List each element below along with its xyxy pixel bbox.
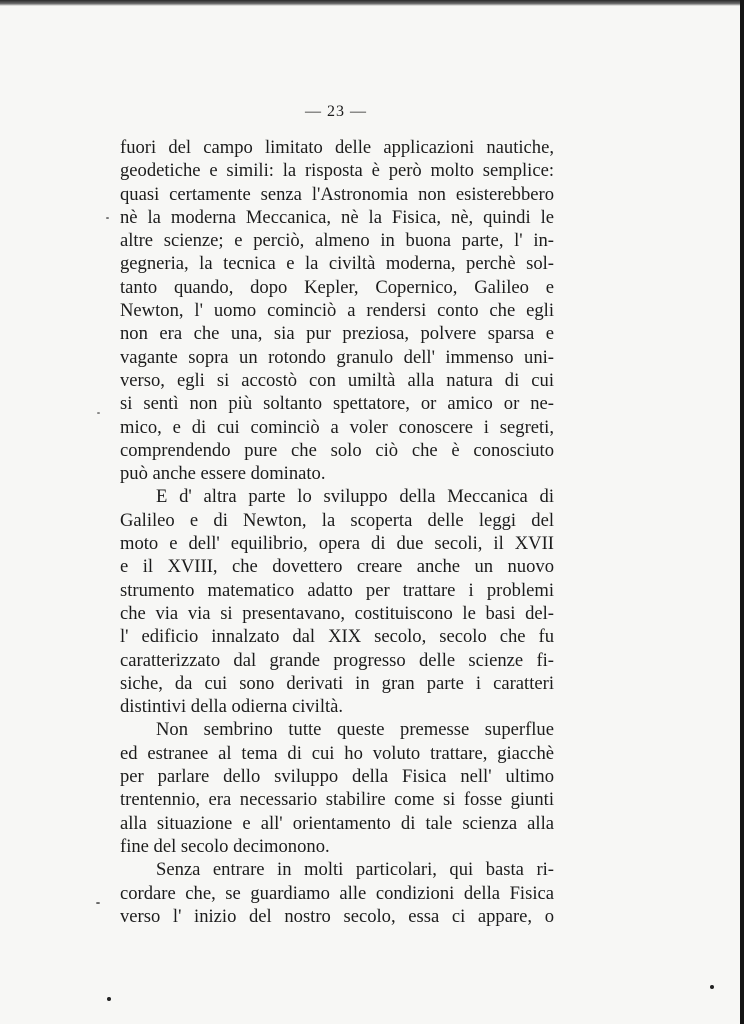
scan-right-edge xyxy=(740,0,744,1024)
text-line: nè la moderna Meccanica, nè la Fisica, nè, quindi le xyxy=(120,206,554,228)
text-line: strumento matematico adatto per trattare i problemi xyxy=(120,579,554,601)
scan-speck xyxy=(106,217,109,219)
body-text xyxy=(120,136,554,928)
text-line: ed estranee al tema di cui ho voluto trattare, giacchè xyxy=(120,742,554,764)
paragraph-end-line: può anche essere dominato. xyxy=(120,463,326,485)
text-line: gegneria, la tecnica e la civiltà moderna, perchè sol- xyxy=(120,253,554,275)
text-line: non era che una, sia pur preziosa, polvere sparsa e xyxy=(120,323,554,345)
scan-speck xyxy=(96,902,100,904)
text-line: mico, e di cui cominciò a voler conoscere i segreti, xyxy=(120,416,554,438)
text-line: si sentì non più soltanto spettatore, or amico or ne- xyxy=(120,393,554,415)
text-line: siche, da cui sono derivati in gran parte i caratteri xyxy=(120,672,554,694)
text-line: per parlare dello sviluppo della Fisica nell' ultimo xyxy=(120,766,554,788)
text-line: cordare che, se guardiamo alle condizioni della Fisica xyxy=(120,882,554,904)
paragraph-end-line: fine del secolo decimonono. xyxy=(120,835,330,857)
paragraph-end-line: distintivi della odierna civiltà. xyxy=(120,696,344,718)
text-line: caratterizzato dal grande progresso delle scienze fi- xyxy=(120,649,554,671)
text-line: l' edificio innalzato dal XIX secolo, secolo che fu xyxy=(120,626,554,648)
text-line: alla situazione e all' orientamento di tale scienza alla xyxy=(120,812,554,834)
scan-top-edge xyxy=(0,0,744,6)
text-line: tanto quando, dopo Kepler, Copernico, Galileo e xyxy=(120,276,554,298)
text-line: geodetiche e simili: la risposta è però molto semplice: xyxy=(120,160,554,182)
text-line: altre scienze; e perciò, almeno in buona parte, l' in- xyxy=(120,230,554,252)
scan-speck xyxy=(710,985,714,989)
text-line: e il XVIII, che dovettero creare anche un nuovo xyxy=(120,556,554,578)
scan-speck xyxy=(97,412,100,414)
paragraph-start-line: Senza entrare in molti particolari, qui basta ri- xyxy=(156,859,554,881)
text-line: quasi certamente senza l'Astronomia non esisterebbero xyxy=(120,183,554,205)
text-line: verso l' inizio del nostro secolo, essa ci appare, o xyxy=(120,905,554,927)
text-line: fuori del campo limitato delle applicazioni nautiche, xyxy=(120,137,554,158)
paragraph-start-line: E d' altra parte lo sviluppo della Meccanica di xyxy=(156,486,554,508)
text-line: trentennio, era necessario stabilire come si fosse giunti xyxy=(120,789,554,811)
text-line: comprendendo pure che solo ciò che è conosciuto xyxy=(120,439,554,461)
text-line: Newton, l' uomo cominciò a rendersi conto che egli xyxy=(120,300,554,322)
text-line: Galileo e di Newton, la scoperta delle leggi del xyxy=(120,509,554,531)
scan-speck xyxy=(107,997,111,1001)
text-line: vagante sopra un rotondo granulo dell' immenso uni- xyxy=(120,346,554,368)
text-line: verso, egli si accostò con umiltà alla natura di cui xyxy=(120,369,554,391)
paragraph-start-line: Non sembrino tutte queste premesse superflue xyxy=(156,719,554,741)
page-number: — 23 — xyxy=(305,103,367,120)
text-line: moto e dell' equilibrio, opera di due secoli, il XVII xyxy=(120,533,554,555)
text-line: che via via si presentavano, costituiscono le basi del- xyxy=(120,602,554,624)
